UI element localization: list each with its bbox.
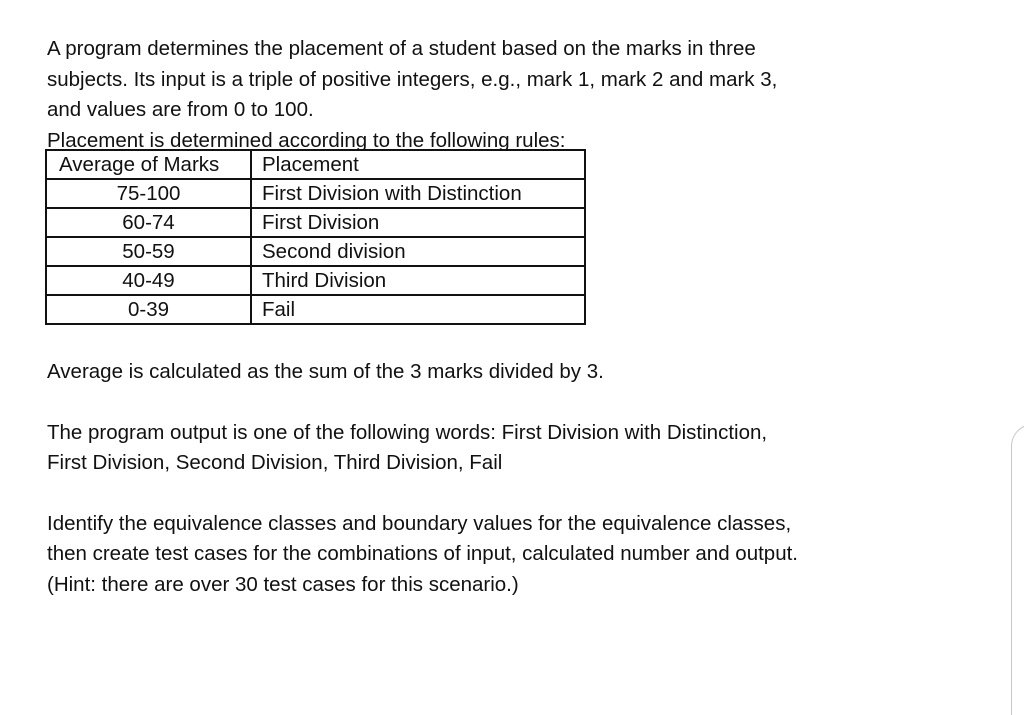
intro-paragraph [47, 34, 947, 126]
output-note-paragraph [47, 418, 947, 479]
intro-line: A program determines the placement of a student based on the marks in three [47, 37, 756, 60]
placement-rules-table [45, 149, 586, 325]
output-note-line: First Division, Second Division, Third Division, Fail [47, 451, 503, 474]
average-note: Average is calculated as the sum of the 3 marks divided by 3. [47, 360, 604, 383]
task-paragraph [47, 509, 947, 601]
placement-cell: Third Division [251, 266, 585, 295]
rules-heading: Placement is determined according to the following rules: [47, 128, 566, 152]
table-row [46, 295, 585, 324]
task-line: (Hint: there are over 30 test cases for this scenario.) [47, 572, 519, 596]
intro-line: subjects. Its input is a triple of positive integers, e.g., mark 1, mark 2 and mark 3, [47, 67, 778, 91]
placement-cell: First Division with Distinction [251, 179, 585, 208]
placement-cell: Fail [251, 295, 585, 324]
placement-cell: Second division [251, 237, 585, 266]
task-line: Identify the equivalence classes and boundary values for the equivalence classes, [47, 511, 792, 535]
task-line: then create test cases for the combinations of input, calculated number and output. [47, 542, 798, 565]
marks-range-cell: 60-74 [46, 208, 251, 237]
table-row [46, 266, 585, 295]
marks-range-cell: 50-59 [46, 237, 251, 266]
output-note-line: The program output is one of the following words: First Division with Distinction, [47, 420, 768, 444]
header-placement: Placement [251, 150, 585, 179]
header-average-of-marks: Average of Marks [46, 150, 251, 179]
marks-range-cell: 40-49 [46, 266, 251, 295]
table-row [46, 179, 585, 208]
table-row [46, 208, 585, 237]
page-edge-decoration [1011, 424, 1024, 715]
document-page [47, 34, 947, 600]
intro-line: and values are from 0 to 100. [47, 98, 314, 121]
table-row [46, 237, 585, 266]
marks-range-cell: 75-100 [46, 179, 251, 208]
placement-cell: First Division [251, 208, 585, 237]
marks-range-cell: 0-39 [46, 295, 251, 324]
